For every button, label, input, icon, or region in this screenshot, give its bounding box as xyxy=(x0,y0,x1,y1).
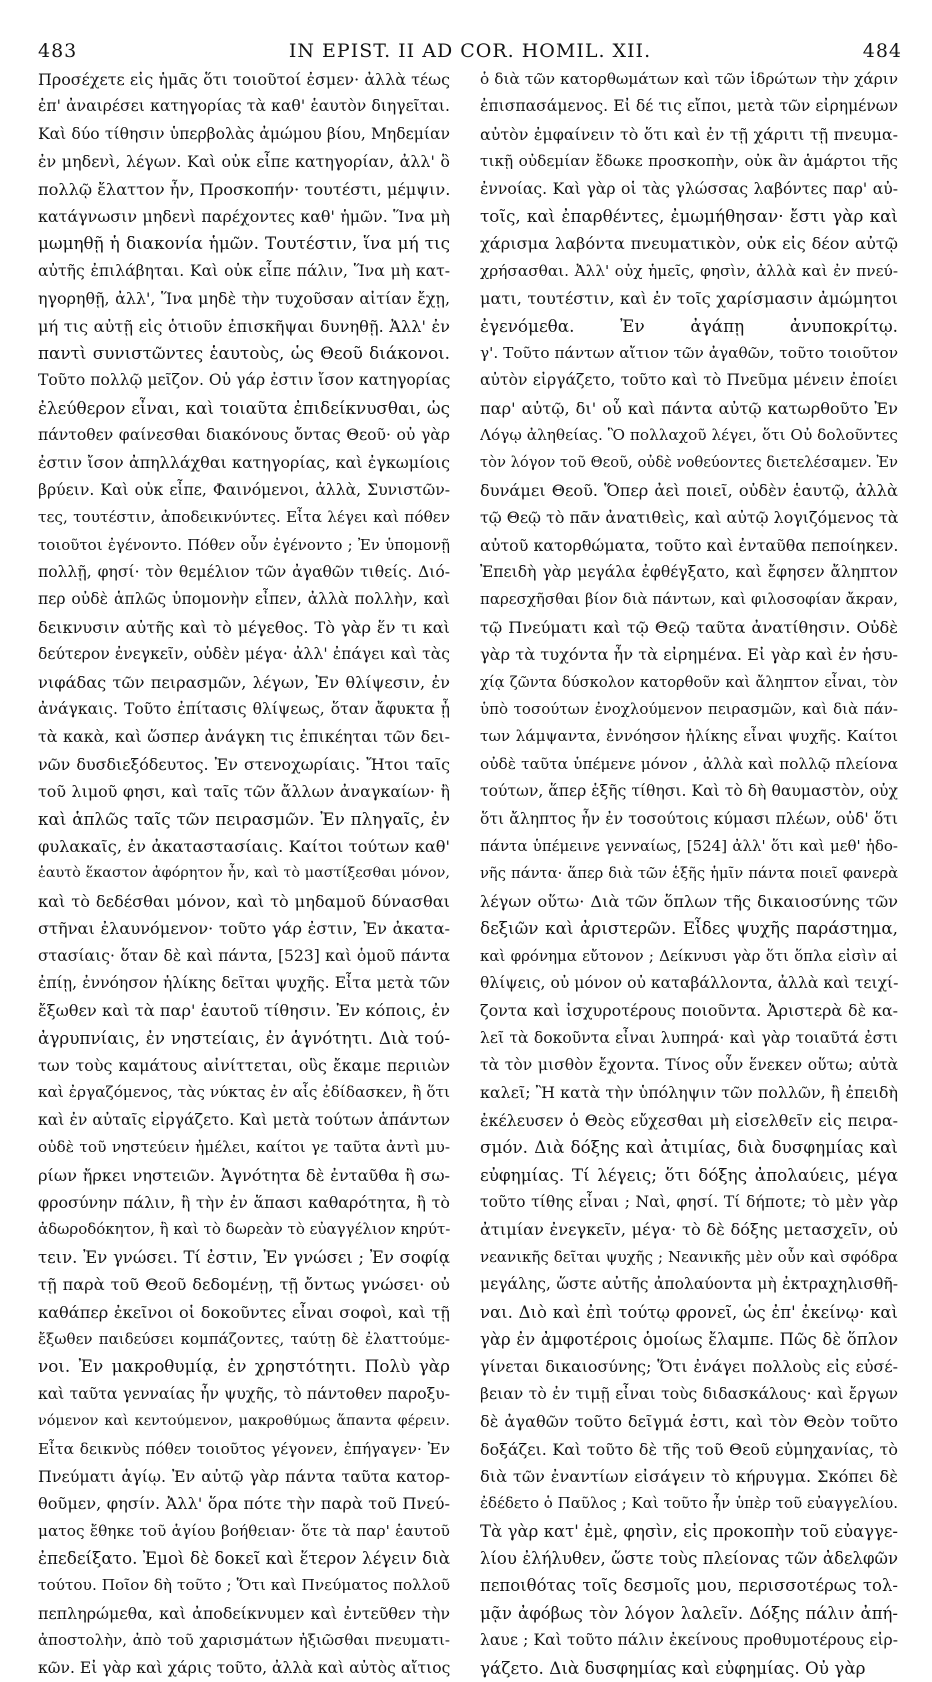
page-number-right: 484 xyxy=(862,40,902,62)
text-line: στῆναι ἐλαυνόμενον· τοῦτο γάρ ἐστιν, Ἐν ἀκατα- xyxy=(38,919,450,939)
page-header xyxy=(38,40,902,64)
text-line: δὲ ἀγαθῶν τοῦτο δεῖγμά ἐστι, καὶ τὸν Θεὸν τοῦτο xyxy=(480,1412,898,1432)
text-line: γὰρ τὰ τυχόντα ἦν τὰ εἰρημένα. Εἰ γὰρ καὶ ἐν ἡσυ- xyxy=(480,645,898,665)
text-line: Πνεύματι ἁγίῳ. Ἐν αὐτῷ γὰρ πάντα ταῦτα κατορ- xyxy=(38,1466,450,1486)
text-line: τούτων, ἅπερ ἑξῆς τίθησι. Καὶ τὸ δὴ θαυμαστὸν, οὐχ xyxy=(480,782,898,801)
text-line: φυλακαῖς, ἐν ἀκαταστασίαις. Καίτοι τούτων καθ' xyxy=(38,836,450,856)
text-line: νόμενον καὶ κεντούμενον, μακροθύμως ἅπαντα φέρειν. xyxy=(38,1413,450,1430)
text-line: δυνάμει Θεοῦ. Ὅπερ ἀεὶ ποιεῖ, οὐδὲν ἑαυτῷ, ἀλλὰ xyxy=(480,480,898,500)
text-line: πάντα ὑπέμεινε γενναίως, [524] ἀλλ' ὅτι καὶ μεθ' ἡδο- xyxy=(480,836,898,855)
text-line: ἐδέδετο ὁ Παῦλος ; Καὶ τοῦτο ἦν ὑπὲρ τοῦ εὐαγγελίου. xyxy=(480,1494,898,1513)
text-line: καὶ ἐν αὐταῖς εἰργάζετο. Καὶ μετὰ τούτων ἁπάντων xyxy=(38,1110,450,1129)
text-line: ἐγενόμεθα. Ἐν ἀγάπῃ ἀνυποκρίτῳ. xyxy=(480,315,898,336)
text-line: ἐκέλευσεν ὁ Θεὸς εὔχεσθαι μὴ εἰσελθεῖν εἰς πειρα- xyxy=(480,1110,898,1130)
text-line: ἐπίῃ, ἐννόησον ἡλίκης δεῖται ψυχῆς. Εἶτα μετὰ τῶν xyxy=(38,973,450,992)
text-line: αὐτοῦ κατορθώματα, τοῦτο καὶ ἐνταῦθα πεποίηκεν. xyxy=(480,535,898,555)
text-line: των τοὺς καμάτους αἰνίττεται, οὓς ἔκαμε περιιὼν xyxy=(38,1056,450,1076)
text-line: ρίων ἤρκει νηστειῶν. Ἁγνότητα δὲ ἐνταῦθα ἢ σω- xyxy=(38,1165,450,1185)
text-line: οὐδὲ ταῦτα ὑπέμενε μόνον , ἀλλὰ καὶ πολλῷ πλείονα xyxy=(480,754,898,773)
text-line: νιφάδας τῶν πειρασμῶν, λέγων, Ἐν θλίψεσιν, ἐν xyxy=(38,672,450,692)
text-line: μεγάλης, ὥστε αὐτῆς ἀπολαύοντα μὴ ἐκτραχηλισθῆ- xyxy=(480,1275,898,1294)
text-line: ἐλεύθερον εἶναι, καὶ τοιαῦτα ἐπιδείκνυσθαι, ὡς xyxy=(38,397,450,418)
text-line: δεξιῶν καὶ ἀριστερῶν. Εἶδες ψυχῆς παράστημα, xyxy=(480,918,898,939)
text-line: αὐτὸν εἰργάζετο, τοῦτο καὶ τὸ Πνεῦμα μένειν ἐποίει xyxy=(480,371,898,390)
text-line: ἑαυτὸ ἕκαστον ἀφόρητον ἦν, καὶ τὸ μαστίξεσθαι μόνον, xyxy=(38,865,450,882)
text-line: γίνεται δικαιοσύνης; Ὅτι ἐνάγει πολλοὺς εἰς εὐσέ- xyxy=(480,1357,898,1377)
text-line: εὐφημίας. Τί λέγεις; ὅτι δόξης ἀπολαύεις, μέγα xyxy=(480,1164,898,1185)
text-line: Τὰ γὰρ κατ' ἐμὲ, φησὶν, εἰς προκοπὴν τοῦ εὐαγγε- xyxy=(480,1521,898,1541)
text-line: τὸν λόγον τοῦ Θεοῦ, οὐδὲ νοθεύοντες διετελέσαμεν. Ἐν xyxy=(480,454,898,472)
text-line: τικῇ οὐδεμίαν ἔδωκε προσκοπὴν, οὐκ ἂν ἁμάρτοι τῆς xyxy=(480,152,898,171)
text-line: των λάμψαντα, ἐννόησον ἡλίκης εἶναι ψυχῆς. Καίτοι xyxy=(480,727,898,746)
running-title: IN EPIST. II AD COR. HOMIL. XII. xyxy=(288,40,652,62)
text-line: ἀνάγκαις. Τοῦτο ἐπίτασις θλίψεως, ὅταν ἄφυκτα ᾖ xyxy=(38,699,450,718)
left-text-column xyxy=(38,66,450,1682)
text-line: ἐννοίας. Καὶ γὰρ οἱ τὰς γλώσσας λαβόντες παρ' αὐ- xyxy=(480,179,898,198)
text-line: ἐν μηδενὶ, λέγων. Καὶ οὐκ εἶπε κατηγορίαν, ἀλλ' ὃ xyxy=(38,152,450,172)
text-line: πολλῇ, φησί· τὸν θεμέλιον τῶν ἀγαθῶν τιθείς. Διό- xyxy=(38,563,450,582)
text-line: ἀγρυπνίαις, ἐν νηστείαις, ἐν ἁγνότητι. Διὰ τού- xyxy=(38,1027,450,1048)
text-line: τῷ Θεῷ τὸ πᾶν ἀνατιθεὶς, καὶ αὐτῷ λογιζόμενος τὰ xyxy=(480,508,898,528)
text-line: παρ' αὐτῷ, δι' οὗ καὶ πάντα αὐτῷ κατωρθοῦτο Ἐν xyxy=(480,398,898,418)
text-line: ματος ἔθηκε τοῦ ἁγίου βοήθειαν· ὅτε τὰ παρ' ἑαυτοῦ xyxy=(38,1521,450,1540)
text-line: περ οὐδὲ ἁπλῶς ὑπομονὴν εἶπεν, ἀλλὰ πολλὴν, καὶ xyxy=(38,590,450,609)
text-line: ηγορηθῇ, ἀλλ', Ἵνα μηδὲ τὴν τυχοῦσαν αἰτίαν ἔχῃ, xyxy=(38,289,450,309)
text-line: δεικνυσιν αὐτῆς καὶ τὸ μέγεθος. Τὸ γὰρ ἕν τι καὶ xyxy=(38,617,450,637)
text-line: λαυε ; Καὶ τοῦτο πάλιν ἐκείνους προθυμοτέρους εἰρ- xyxy=(480,1631,898,1650)
text-line: χίᾳ ζῶντα δύσκολον κατορθοῦν καὶ ἄληπτον εἶναι, τὸν xyxy=(480,673,898,691)
text-line: γὰρ ἐν ἀμφοτέροις ὁμοίως ἔλαμπε. Πῶς δὲ ὅπλον xyxy=(480,1329,898,1349)
text-line: νοι. Ἐν μακροθυμίᾳ, ἐν χρηστότητι. Πολὺ γὰρ xyxy=(38,1356,450,1377)
text-line: ἔξωθεν παιδεύσει κομπάζοντες, ταύτῃ δὲ ἐλαττούμε- xyxy=(38,1329,450,1348)
text-line: Ἐπειδὴ γὰρ μεγάλα ἐφθέγξατο, καὶ ἔφησεν ἄληπτον xyxy=(480,563,898,582)
text-line: ὑπὸ τοσούτων ἐνοχλούμενον πειρασμῶν, καὶ διὰ πάν- xyxy=(480,699,898,718)
text-line: Τοῦτο πολλῷ μεῖζον. Οὐ γάρ ἐστιν ἴσον κατηγορίας xyxy=(38,371,450,390)
text-line: πεπληρώμεθα, καὶ ἀποδείκνυμεν καὶ ἐντεῦθεν τὴν xyxy=(38,1603,450,1623)
text-line: αὐτῆς ἐπιλάβηται. Καὶ οὐκ εἶπε πάλιν, Ἵνα μὴ κατ- xyxy=(38,261,450,280)
text-line: τῷ Πνεύματι καὶ τῷ Θεῷ ταῦτα ἀνατίθησιν. Οὐδὲ xyxy=(480,617,898,637)
text-line: θοῦμεν, φησίν. Ἀλλ' ὅρα πότε τὴν παρὰ τοῦ Πνεύ- xyxy=(38,1494,450,1514)
text-line: ἐπισπασάμενος. Εἰ δέ τις εἴποι, μετὰ τῶν εἰρημένων xyxy=(480,97,898,116)
text-line: τοῖς, καὶ ἐπαρθέντες, ἐμωμήθησαν· ἔστι γὰρ καὶ xyxy=(480,205,898,226)
text-line: πεποιθότας τοῖς δεσμοῖς μου, περισσοτέρως τολ- xyxy=(480,1576,898,1596)
text-line: καθάπερ ἐκεῖνοι οἱ δοκοῦντες εἶναι σοφοὶ, καὶ τῇ xyxy=(38,1302,450,1322)
text-line: μωμηθῇ ἡ διακονία ἡμῶν. Τουτέστιν, ἵνα μή τις xyxy=(38,233,450,254)
text-line: ναι. Διὸ καὶ ἐπὶ τούτῳ φρονεῖ, ὡς ἐπ' ἐκείνῳ· καὶ xyxy=(480,1302,898,1322)
text-line: Λόγῳ ἀληθείας. Ὃ πολλαχοῦ λέγει, ὅτι Οὐ δολοῦντες xyxy=(480,426,898,445)
text-line: βειαν τὸ ἐν τιμῇ εἶναι τοὺς διδασκάλους· καὶ ἔργων xyxy=(480,1384,898,1403)
text-line: νεανικῆς δεῖται ψυχῆς ; Νεανικῆς μὲν οὖν καὶ σφόδρα xyxy=(480,1247,898,1266)
text-line: θλίψεις, οὐ μόνον οὐ καταβάλλοντα, ἀλλὰ καὶ τειχί- xyxy=(480,973,898,992)
page-number-left: 483 xyxy=(38,40,78,62)
text-line: μή τις αὐτῇ εἰς ὁτιοῦν ἐπισκῆψαι δυνηθῇ. Ἀλλ' ἐν xyxy=(38,316,450,336)
text-line: διὰ τῶν ἐναντίων εἰσάγειν τὸ κήρυγμα. Σκόπει δὲ xyxy=(480,1466,898,1486)
text-line: βρύειν. Καὶ οὐκ εἶπε, Φαινόμενοι, ἀλλὰ, Συνιστῶν- xyxy=(38,480,450,499)
text-line: ἐπ' ἀναιρέσει κατηγορίας τὰ καθ' ἑαυτὸν διηγεῖται. xyxy=(38,97,450,116)
text-line: τοῦτο τίθης εἶναι ; Ναὶ, φησί. Τί δήποτε; τὸ μὲν γὰρ xyxy=(480,1193,898,1212)
text-line: Εἶτα δεικνὺς πόθεν τοιοῦτος γέγονεν, ἐπήγαγεν· Ἐν xyxy=(38,1439,450,1458)
text-line: τοιοῦτοι ἐγένοντο. Πόθεν οὖν ἐγένοντο ; Ἐν ὑπομονῇ xyxy=(38,535,450,554)
text-line: σμόν. Διὰ δόξης καὶ ἀτιμίας, διὰ δυσφημίας καὶ xyxy=(480,1137,898,1158)
text-line: νῆς πάντα· ἅπερ διὰ τῶν ἑξῆς ἡμῖν πάντα ποιεῖ φανερὰ xyxy=(480,865,898,883)
text-line: δοξάζει. Καὶ τοῦτο δὲ τῆς τοῦ Θεοῦ εὐμηχανίας, τὸ xyxy=(480,1439,898,1459)
text-line: ζοντα καὶ ἰσχυροτέρους ποιοῦντα. Ἀριστερὰ δὲ κα- xyxy=(480,1001,898,1021)
text-line: καὶ ἐργαζόμενος, τὰς νύκτας ἐν αἷς ἐδίδασκεν, ἢ ὅτι xyxy=(38,1083,450,1102)
text-line: Καὶ δύο τίθησιν ὑπερβολὰς ἀμώμου βίου, Μηδεμίαν xyxy=(38,124,450,143)
text-line: καὶ τὸ δεδέσθαι μόνον, καὶ τὸ μηδαμοῦ δύνασθαι xyxy=(38,891,450,911)
text-line: αὐτὸν ἐμφαίνειν τὸ ὅτι καὶ ἐν τῇ χάριτι τῇ πνευμα- xyxy=(480,124,898,144)
text-line: καὶ ταῦτα γενναίας ἦν ψυχῆς, τὸ πάντοθεν παροξυ- xyxy=(38,1384,450,1403)
text-line: ἀποστολὴν, ἀπὸ τοῦ χαρισμάτων ἠξιῶσθαι πνευματι- xyxy=(38,1631,450,1650)
text-line: τοῦ λιμοῦ φησι, καὶ ταῖς τῶν ἄλλων ἀναγκαίων· ἢ xyxy=(38,782,450,802)
text-line: παντὶ συνιστῶντες ἑαυτοὺς, ὡς Θεοῦ διάκονοι. xyxy=(38,342,450,363)
text-line: γάζετο. Διὰ δυσφημίας καὶ εὐφημίας. Οὐ γὰρ xyxy=(480,1657,866,1678)
text-line: ἐπεδείξατο. Ἐμοὶ δὲ δοκεῖ καὶ ἕτερον λέγειν διὰ xyxy=(38,1548,450,1569)
text-line: ὁ διὰ τῶν κατορθωμάτων καὶ τῶν ἱδρώτων τὴν χάριν xyxy=(480,70,898,88)
text-line: παρεσχῆσθαι βίον διὰ πάντων, καὶ φιλοσοφίαν ἄκραν, xyxy=(480,590,898,609)
text-line: ἔξωθεν καὶ τὰ παρ' ἑαυτοῦ τίθησιν. Ἐν κόποις, ἐν xyxy=(38,1001,450,1021)
text-line: Προσέχετε εἰς ἡμᾶς ὅτι τοιοῦτοί ἐσμεν· ἀλλὰ τέως xyxy=(38,70,450,89)
text-line: ἀδωροδόκητον, ἢ καὶ τὸ δωρεὰν τὸ εὐαγγέλιον κηρύτ- xyxy=(38,1220,450,1239)
text-line: τὰ τὸν μισθὸν ἔχοντα. Τίνος οὖν ἕνεκεν οὕτω; αὐτὰ xyxy=(480,1056,898,1075)
text-line: λεῖ τὰ δοκοῦντα εἶναι λυπηρά· καὶ γὰρ τοιαῦτά ἐστι xyxy=(480,1028,898,1047)
text-line: χάρισμα λαβόντα πνευματικὸν, οὐκ εἰς δέον αὐτῷ xyxy=(480,234,898,254)
right-text-column xyxy=(480,66,898,1682)
text-line: χρήσασθαι. Ἀλλ' οὐχ ἡμεῖς, φησὶν, ἀλλὰ καὶ ἐν πνεύ- xyxy=(480,261,898,280)
text-line: τούτου. Ποῖον δὴ τοῦτο ; Ὅτι καὶ Πνεύματος πολλοῦ xyxy=(38,1576,450,1595)
text-line: καὶ φρόνημα εὔτονον ; Δείκνυσι γὰρ ὅτι ὅπλα εἰσὶν αἱ xyxy=(480,946,898,965)
text-line: ἀτιμίαν ἐνεγκεῖν, μέγα· τὸ δὲ δόξης μετασχεῖν, οὐ xyxy=(480,1220,898,1240)
text-line: πολλῷ ἔλαττον ἦν, Προσκοπήν· τουτέστι, μέμψιν. xyxy=(38,179,450,199)
text-line: καὶ ἁπλῶς ταῖς τῶν πειρασμῶν. Ἐν πληγαῖς, ἐν xyxy=(38,808,450,829)
text-line: οὐδὲ τοῦ νηστεύειν ἠμέλει, καίτοι γε ταῦτα ἀντὶ μυ- xyxy=(38,1138,450,1157)
text-line: ὅτι ἄληπτος ἦν ἐν τοσούτοις κύμασι πλέων, οὐδ' ὅτι xyxy=(480,809,898,828)
text-line: δεύτερον ἐνεγκεῖν, οὐδὲν μέγα· ἀλλ' ἐπάγει καὶ τὰς xyxy=(38,645,450,664)
text-line: τὰ κακὰ, καὶ ὥσπερ ἀνάγκη τις ἐπικέηται τῶν δει- xyxy=(38,727,450,747)
text-line: ἐστιν ἴσον ἀπηλλάχθαι κατηγορίας, καὶ ἐγκωμίοις xyxy=(38,453,450,473)
text-line: στασίαις· ὅταν δὲ καὶ πάντα, [523] καὶ ὁμοῦ πάντα xyxy=(38,946,450,965)
text-line: ματι, τουτέστιν, καὶ ἐν τοῖς χαρίσμασιν ἀμώμητοι xyxy=(480,289,898,309)
text-line: τες, τουτέστιν, ἀποδεικνύντες. Εἶτα λέγει καὶ πόθεν xyxy=(38,508,450,527)
text-line: γ'. Τοῦτο πάντων αἴτιον τῶν ἀγαθῶν, τοῦτο τοιοῦτον xyxy=(480,343,898,362)
text-line: κατάγνωσιν μηδενὶ παρέχοντες καθ' ἡμῶν. Ἵνα μὴ xyxy=(38,206,450,226)
text-line: τειν. Ἐν γνώσει. Τί ἐστιν, Ἐν γνώσει ; Ἐν σοφίᾳ xyxy=(38,1247,450,1267)
text-line: νῶν δυσδιεξόδευτος. Ἐν στενοχωρίαις. Ἤτοι ταῖς xyxy=(38,754,450,774)
text-line: τῇ παρὰ τοῦ Θεοῦ δεδομένῃ, τῇ ὄντως γνώσει· οὐ xyxy=(38,1275,450,1295)
text-line: φροσύνην πάλιν, ἢ τὴν ἐν ἅπασι καθαρότητα, ἢ τὸ xyxy=(38,1193,450,1213)
text-line: καλεῖ; Ἢ κατὰ τὴν ὑπόληψιν τῶν πολλῶν, ἢ ἐπειδὴ xyxy=(480,1083,898,1103)
text-line: λίου ἐλήλυθεν, ὥστε τοὺς πλείονας τῶν ἀδελφῶν xyxy=(480,1549,898,1569)
text-line: μᾷν ἀφόβως τὸν λόγον λαλεῖν. Δόξης πάλιν ἀπή- xyxy=(480,1603,898,1623)
text-line: κῶν. Εἰ γὰρ καὶ χάρις τοῦτο, ἀλλὰ καὶ αὐτὸς αἴτιος xyxy=(38,1658,450,1677)
text-line: πάντοθεν φαίνεσθαι διακόνους ὄντας Θεοῦ· οὐ γὰρ xyxy=(38,426,450,445)
text-line: λέγων οὕτω· Διὰ τῶν ὅπλων τῆς δικαιοσύνης τῶν xyxy=(480,891,898,911)
